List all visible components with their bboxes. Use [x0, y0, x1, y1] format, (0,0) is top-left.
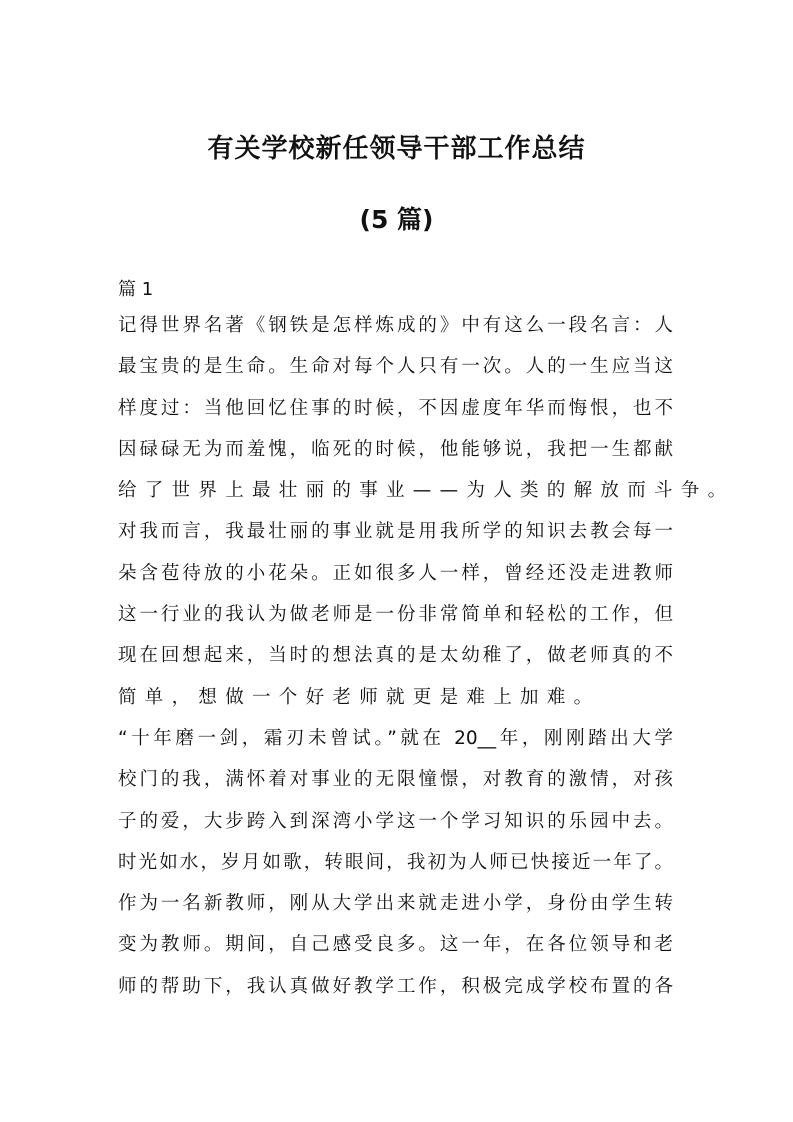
text-line: “十年磨一剑，霜刃未曾试。”就在 20__年，刚刚踏出大学: [118, 727, 673, 749]
text-line: 这一行业的我认为做老师是一份非常简单和轻松的工作，但: [118, 604, 673, 626]
document-title: 有关学校新任领导干部工作总结: [207, 134, 586, 164]
text-line: 校门的我，满怀着对事业的无限憧憬，对教育的激情，对孩: [118, 769, 673, 791]
text-line: 子的爱，大步跨入到深湾小学这一个学习知识的乐园中去。: [118, 810, 673, 832]
text-line: 最宝贵的是生命。生命对每个人只有一次。人的一生应当这: [118, 356, 673, 378]
text-line: 简单，想做一个好老师就更是难上加难。: [118, 686, 601, 708]
text-line: 变为教师。期间，自己感受良多。这一年，在各位领导和老: [118, 934, 673, 956]
text-line: 师的帮助下，我认真做好教学工作，积极完成学校布置的各: [118, 975, 673, 997]
text-line: 记得世界名著《钢铁是怎样炼成的》中有这么一段名言：人: [118, 315, 673, 336]
document-body: [118, 313, 735, 1015]
section-label: 篇 1: [118, 279, 154, 300]
text-line: 作为一名新教师，刚从大学出来就走进小学，身份由学生转: [118, 893, 673, 915]
text-line: 现在回想起来，当时的想法真的是太幼稚了，做老师真的不: [118, 645, 673, 667]
text-line: 因碌碌无为而羞愧，临死的时候，他能够说，我把一生都献: [118, 438, 673, 460]
text-line: 给了世界上最壮丽的事业——为人类的解放而斗争。: [118, 480, 735, 502]
document-subtitle: (5 篇): [359, 205, 434, 234]
text-line: 朵含苞待放的小花朵。正如很多人一样，曾经还没走进教师: [118, 562, 673, 584]
text-line: 样度过：当他回忆住事的时候，不因虚度年华而悔恨，也不: [118, 397, 673, 419]
text-line: 对我而言，我最壮丽的事业就是用我所学的知识去教会每一: [118, 521, 673, 543]
text-line: 时光如水，岁月如歌，转眼间，我初为人师已快接近一年了。: [118, 851, 673, 873]
